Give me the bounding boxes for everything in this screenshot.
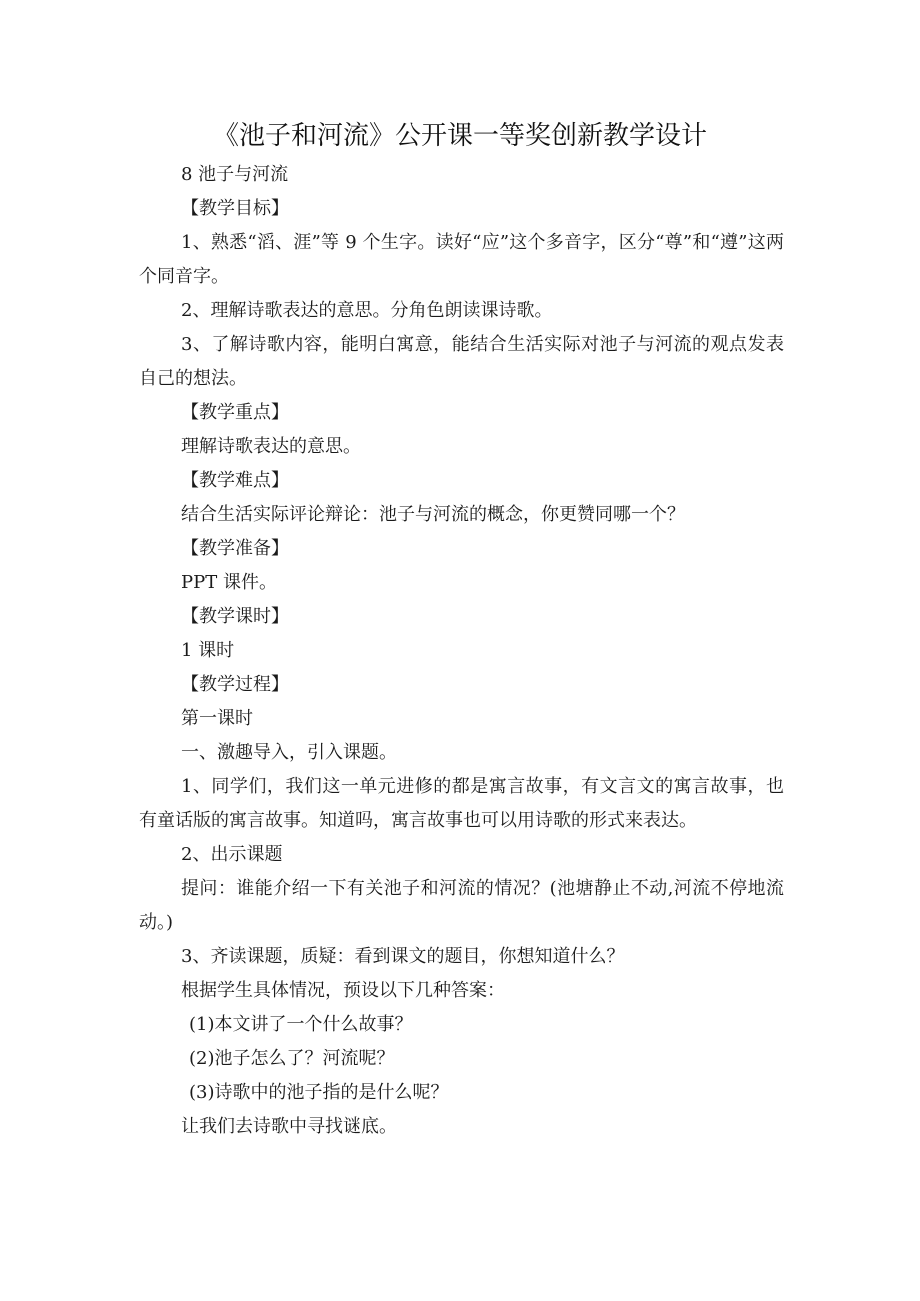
paragraph: 2、出示课题 xyxy=(181,844,283,865)
paragraph: 8 池子与河流 xyxy=(181,164,289,185)
paragraph: 根据学生具体情况，预设以下几种答案： xyxy=(181,980,505,1001)
section-heading: 【教学重点】 xyxy=(181,402,289,423)
paragraph: 第一课时 xyxy=(181,708,253,729)
paragraph: 1、同学们，我们这一单元进修的都是寓言故事，有文言文的寓言故事，也有童话版的寓言故事。知道吗，寓言故事也可以用诗歌的形式来表达。 xyxy=(139,776,784,831)
paragraph: 一、激趣导入，引入课题。 xyxy=(181,742,397,763)
paragraph: PPT 课件。 xyxy=(181,572,277,593)
document-body xyxy=(139,158,784,1144)
paragraph: 1 课时 xyxy=(181,640,235,661)
list-item: (2)池子怎么了？河流呢？ xyxy=(189,1048,395,1069)
section-heading: 【教学课时】 xyxy=(181,606,289,627)
section-heading: 【教学难点】 xyxy=(181,470,289,491)
paragraph: 3、了解诗歌内容，能明白寓意，能结合生活实际对池子与河流的观点发表自己的想法。 xyxy=(139,334,784,389)
paragraph: 提问：谁能介绍一下有关池子和河流的情况？(池塘静止不动,河流不停地流动。) xyxy=(139,878,784,933)
paragraph: 让我们去诗歌中寻找谜底。 xyxy=(181,1116,397,1137)
paragraph: 3、齐读课题，质疑：看到课文的题目，你想知道什么？ xyxy=(181,946,625,967)
section-heading: 【教学目标】 xyxy=(181,198,289,219)
section-heading: 【教学过程】 xyxy=(181,674,289,695)
section-heading: 【教学准备】 xyxy=(181,538,289,559)
document-title: 《池子和河流》公开课一等奖创新教学设计 xyxy=(212,121,707,151)
paragraph: 结合生活实际评论辩论：池子与河流的概念，你更赞同哪一个？ xyxy=(181,504,685,525)
list-item: (1)本文讲了一个什么故事？ xyxy=(189,1014,413,1035)
paragraph: 2、理解诗歌表达的意思。分角色朗读课诗歌。 xyxy=(181,300,553,321)
paragraph: 1、熟悉“滔、涯”等 9 个生字。读好“应”这个多音字，区分“尊”和“遵”这两个同音字。 xyxy=(139,232,784,287)
list-item: (3)诗歌中的池子指的是什么呢？ xyxy=(189,1082,449,1103)
paragraph: 理解诗歌表达的意思。 xyxy=(181,436,361,457)
